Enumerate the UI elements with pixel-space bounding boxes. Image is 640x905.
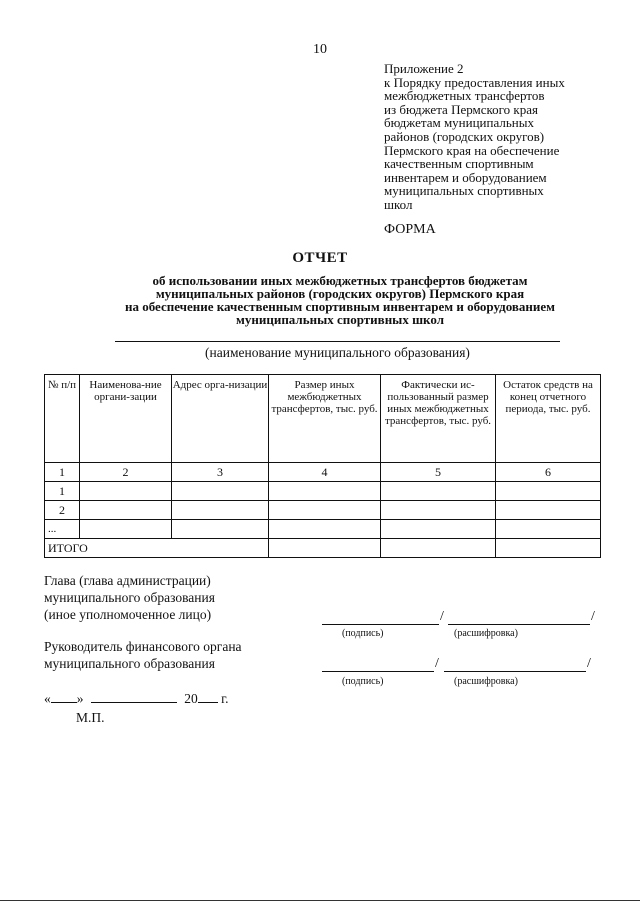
appendix-line: Приложение 2 bbox=[384, 61, 464, 76]
finance-signatory-title bbox=[44, 638, 242, 672]
total-cell[interactable] bbox=[381, 539, 496, 558]
year-prefix: 20 bbox=[184, 691, 198, 706]
column-number: 5 bbox=[381, 463, 496, 482]
appendix-line: школ bbox=[384, 196, 413, 212]
table-cell[interactable] bbox=[496, 520, 601, 539]
signatory-line: муниципального образования bbox=[44, 656, 215, 671]
column-number: 3 bbox=[172, 463, 269, 482]
header-remaining-balance: Остаток средств на конец отчетного периода, тыс. руб. bbox=[496, 375, 601, 463]
appendix-line: муниципальных спортивных bbox=[384, 183, 544, 199]
finance-sign-caption: (подпись) bbox=[342, 676, 384, 687]
signatory-line: Руководитель финансового органа bbox=[44, 639, 242, 654]
header-organization-address: Адрес орга-низации bbox=[172, 375, 269, 463]
signatory-line: (иное уполномоченное лицо) bbox=[44, 607, 212, 622]
subtitle-line: муниципальных спортивных школ bbox=[236, 312, 444, 327]
head-signatory-title bbox=[44, 572, 215, 623]
total-cell[interactable] bbox=[496, 539, 601, 558]
table-row bbox=[45, 520, 601, 539]
date-open-quote: « bbox=[44, 691, 51, 706]
slash-separator: / bbox=[591, 609, 595, 624]
head-decode-caption: (расшифровка) bbox=[454, 628, 518, 639]
row-number: 1 bbox=[45, 482, 80, 501]
appendix-line: районов (городских округов) bbox=[384, 128, 545, 144]
stamp-place: М.П. bbox=[76, 710, 105, 725]
appendix-line: из бюджета Пермского края bbox=[384, 101, 539, 117]
appendix-line: инвентарем и оборудованием bbox=[384, 169, 547, 185]
total-label: ИТОГО bbox=[45, 539, 269, 558]
table-cell[interactable] bbox=[381, 482, 496, 501]
table-cell[interactable] bbox=[172, 501, 269, 520]
slash-separator: / bbox=[435, 656, 439, 671]
finance-decode-line[interactable] bbox=[444, 671, 586, 672]
table-cell[interactable] bbox=[381, 520, 496, 539]
column-number: 2 bbox=[80, 463, 172, 482]
column-number: 6 bbox=[496, 463, 601, 482]
appendix-line: Пермского края на обеспечение bbox=[384, 142, 560, 158]
subtitle-line: муниципальных районов (городских округов) Пермского края bbox=[155, 286, 525, 301]
municipality-caption: (наименование муниципального образования) bbox=[205, 345, 470, 360]
report-subtitle bbox=[60, 274, 620, 326]
table-cell[interactable] bbox=[496, 482, 601, 501]
header-used-amount: Фактически ис-пользованный размер иных межбюджетных трансфертов, тыс. руб. bbox=[381, 375, 496, 463]
column-number: 4 bbox=[269, 463, 381, 482]
page-bottom-rule bbox=[0, 900, 640, 901]
table-cell[interactable] bbox=[172, 482, 269, 501]
table-row bbox=[45, 482, 601, 501]
year-suffix: г. bbox=[221, 691, 229, 706]
table-cell[interactable] bbox=[381, 501, 496, 520]
slash-separator: / bbox=[587, 656, 591, 671]
table-cell[interactable] bbox=[496, 501, 601, 520]
appendix-line: к Порядку предоставления иных bbox=[384, 74, 565, 90]
table-cell[interactable] bbox=[80, 520, 172, 539]
page-number: 10 bbox=[313, 42, 327, 57]
appendix-header bbox=[384, 62, 624, 212]
form-label: ФОРМА bbox=[384, 222, 436, 237]
header-number: № п/п bbox=[45, 375, 80, 463]
appendix-line: межбюджетных трансфертов bbox=[384, 88, 545, 104]
report-table bbox=[44, 374, 601, 558]
finance-signature-line[interactable] bbox=[322, 671, 434, 672]
day-blank[interactable] bbox=[51, 690, 77, 703]
finance-decode-caption: (расшифровка) bbox=[454, 676, 518, 687]
report-title: ОТЧЕТ bbox=[292, 250, 348, 266]
total-cell[interactable] bbox=[269, 539, 381, 558]
table-row bbox=[45, 501, 601, 520]
table-cell[interactable] bbox=[269, 501, 381, 520]
table-total-row bbox=[45, 539, 601, 558]
date-close-quote: » bbox=[76, 691, 84, 706]
head-signature-line[interactable] bbox=[322, 624, 439, 625]
appendix-line: бюджетам муниципальных bbox=[384, 115, 534, 131]
signatory-line: Глава (глава администрации) bbox=[44, 573, 211, 588]
subtitle-line: об использовании иных межбюджетных трансфертов бюджетам bbox=[152, 273, 528, 288]
row-ellipsis: ... bbox=[45, 520, 80, 539]
head-sign-caption: (подпись) bbox=[342, 628, 384, 639]
table-cell[interactable] bbox=[172, 520, 269, 539]
table-cell[interactable] bbox=[269, 520, 381, 539]
row-number: 2 bbox=[45, 501, 80, 520]
table-header-row bbox=[45, 375, 601, 463]
signatory-line: муниципального образования bbox=[44, 590, 215, 605]
header-transfer-amount: Размер иных межбюджетных трансфертов, тыс. руб. bbox=[269, 375, 381, 463]
header-organization-name: Наименова-ние органи-зации bbox=[80, 375, 172, 463]
column-number: 1 bbox=[45, 463, 80, 482]
date-field bbox=[44, 690, 229, 707]
table-numbering-row bbox=[45, 463, 601, 482]
municipality-name-line[interactable] bbox=[115, 341, 560, 342]
table-cell[interactable] bbox=[80, 501, 172, 520]
appendix-line: качественным спортивным bbox=[384, 156, 534, 172]
month-blank[interactable] bbox=[91, 690, 177, 703]
subtitle-line: на обеспечение качественным спортивным инвентарем и оборудованием bbox=[124, 299, 556, 314]
year-blank[interactable] bbox=[198, 690, 218, 703]
table-cell[interactable] bbox=[80, 482, 172, 501]
head-decode-line[interactable] bbox=[448, 624, 590, 625]
table-cell[interactable] bbox=[269, 482, 381, 501]
slash-separator: / bbox=[440, 609, 444, 624]
